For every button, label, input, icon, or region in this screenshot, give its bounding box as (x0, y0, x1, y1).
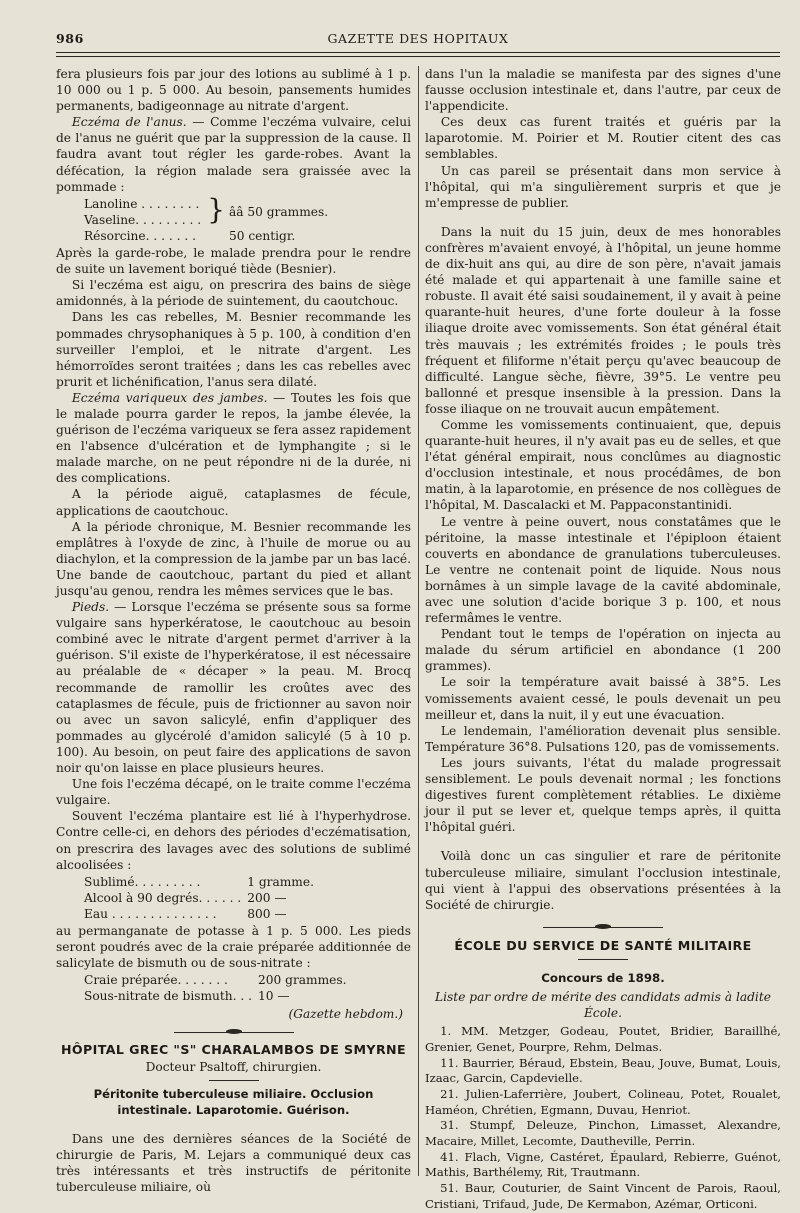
list-item: 11. Baurrier, Béraud, Ebstein, Beau, Jouve, Bumat, Louis, Izaac, Garcin, Capdevielle. (425, 1055, 781, 1086)
list-header: Liste par ordre de mérite des candidats admis à ladite École. (435, 989, 771, 1021)
list-item: 51. Baur, Couturier, de Saint Vincent de Parois, Raoul, Cristiani, Trifaud, Jude, De Kermabon, Azémar, Orticoni. (425, 1181, 781, 1211)
rx-quantity: ââ 50 grammes. (228, 204, 329, 219)
paragraph: Voilà donc un cas singulier et rare de péritonite tuberculeuse miliaire, simulant l'occlusion intestinale, qui vient à l'appui des observations présentées à la Société de chirurgie. (425, 849, 781, 912)
rx-item: Résorcine. . . . . . . (84, 228, 196, 243)
paragraph (56, 599, 411, 776)
paragraph: A la période aiguë, cataplasmes de fécule, applications de caoutchouc. (56, 487, 411, 518)
page-number: 986 (56, 31, 84, 46)
rx-quantity: 50 centigr. (228, 228, 296, 243)
rx-item: Sous-nitrate de bismuth. . . (84, 989, 252, 1004)
prescription-pommade (84, 192, 334, 244)
journal-title: GAZETTE DES HOPITAUX (327, 31, 509, 46)
rx-item: Lanoline . . . . . . . . (84, 196, 200, 211)
prescription-sublime (84, 874, 320, 922)
prescription-poudre (84, 972, 352, 1004)
section-title: Eczéma de l'anus. (71, 115, 187, 130)
running-head (56, 31, 780, 49)
section-title: Pieds. (71, 600, 110, 615)
article-title: Péritonite tuberculeuse miliaire. Occlusion intestinale. Laparotomie. Guérison. (93, 1086, 374, 1117)
author-byline: Docteur Psaltoff, chirurgien. (145, 1059, 322, 1074)
rx-item: Sublimé. . . . . . . . . (84, 874, 201, 889)
paragraph: Si l'eczéma est aigu, on prescrira des bains de siège amidonnés, à la période de suintement, du caoutchouc. (56, 278, 411, 309)
ornament-divider (174, 1032, 294, 1033)
paragraph: Souvent l'eczéma plantaire est lié à l'hyperhydrose. Contre celle-ci, en dehors des périodes d'eczématisation, on prescrira des lavages avec des solutions de sublimé alcoolisées : (56, 809, 411, 872)
brace-icon: } (207, 192, 225, 226)
paragraph-text: — Lorsque l'eczéma se présente sous sa forme vulgaire sans hyperkératose, le caoutchouc au besoin combiné avec le nitrate d'argent permet d'arriver à la guérison. S'il existe de l'hyperkératose, il est nécessaire au préalable de « décaper » la peau. M. Brocq recommande de ramollir les croûtes avec des cataplasmes de fécule, puis de frictionner au savon noir ou avec un savon salicylé, enfin d'appliquer des pommades au glycérolé d'amidon salicylé (5 à 10 p. 100). Au besoin, on peut faire des applications de savon noir qu'on laisse en place plusieurs heures. (56, 600, 411, 776)
rx-quantity: 800 — (247, 906, 287, 921)
rx-item: Vaseline. . . . . . . . . (84, 212, 202, 227)
paragraph: A la période chronique, M. Besnier recommande les emplâtres à l'oxyde de zinc, à l'huile de morue ou au diachylon, et la compression de la jambe par un bas lacé. Une bande de caoutchouc, partant du pied et allant jusqu'au genou, rendra les mêmes services que le bas. (56, 519, 411, 598)
paragraph: Les jours suivants, l'état du malade progressait sensiblement. Le pouls devenait normal ; les fonctions digestives furent complètement rétablies. Le dixième jour il put se lever et, quelque temps après, il quitta l'hôpital guéri. (425, 755, 781, 835)
rx-item: Eau . . . . . . . . . . . . . . (84, 906, 217, 921)
paragraph (56, 390, 411, 487)
paragraph: Comme les vomissements continuaient, que, depuis quarante-huit heures, il n'y avait pas eu de selles, et que l'état général empirait, nous conclûmes au diagnostic d'occlusion intestinale, et nous procédâmes, de bon matin, à la laparotomie, en présence de nos collègues de l'hôpital, M. Dascalacki et M. Pappaconstantinidi. (425, 417, 781, 513)
paragraph: Dans les cas rebelles, M. Besnier recommande les pommades chrysophaniques à 5 p. 100, à condition d'en surveiller l'emploi, et le nitrate d'argent. Les hémorroïdes seront traitées ; dans les cas rebelles avec prurit et lichénification, l'anus sera dilaté. (56, 310, 411, 389)
ecole-heading: ÉCOLE DU SERVICE DE SANTÉ MILITAIRE (454, 937, 752, 953)
paragraph: Après la garde-robe, le malade prendra pour le rendre de suite un lavement boriqué tiède (Besnier). (56, 246, 411, 277)
paragraph: Pendant tout le temps de l'opération on injecta au malade du sérum artificiel en abondance (1 200 grammes). (425, 627, 781, 674)
section-title: Eczéma variqueux des jambes. (71, 390, 268, 405)
paragraph: Une fois l'eczéma décapé, on le traite comme l'eczéma vulgaire. (56, 777, 411, 808)
paragraph: Dans une des dernières séances de la Société de chirurgie de Paris, M. Lejars a communiqué deux cas très intéressants et très instructifs de péritonite tuberculeuse miliaire, où (56, 1131, 411, 1194)
column-divider (418, 66, 419, 1176)
source-citation: (Gazette hebdom.) (288, 1007, 403, 1022)
paragraph: Dans la nuit du 15 juin, deux de mes honorables confrères m'avaient envoyé, à l'hôpital, un jeune homme de dix-huit ans qui, au dire de son père, n'avait jamais été malade et qui appartenait à une famille saine et robuste. Il avait été saisi soudainement, il y avait à peine quarante-huit heures, d'une forte douleur à la fosse iliaque droite avec vomissements. Son état général était très mauvais ; les extrémités froides ; le pouls très fréquent et filiforme n'était perçu qu'avec beaucoup de difficulté. Langue sèche, fièvre, 39°5. Le ventre peu ballonné et presque insensible à la pression. Dans la fosse iliaque on ne trouvait aucun empâtement. (425, 224, 781, 416)
left-column (56, 66, 411, 1195)
concours-title: Concours de 1898. (541, 970, 665, 985)
header-rule-thick (56, 52, 780, 53)
paragraph (56, 114, 411, 194)
rx-quantity: 200 grammes. (258, 973, 347, 988)
paragraph: Un cas pareil se présentait dans mon service à l'hôpital, qui m'a singulièrement surpris et que je m'empresse de publier. (425, 163, 781, 210)
list-item: 41. Flach, Vigne, Castéret, Épaulard, Rebierre, Guénot, Mathis, Barthélemy, Rit, Trautmann. (425, 1149, 781, 1180)
list-item: 21. Julien-Laferrière, Joubert, Colineau, Potet, Roualet, Haméon, Chrétien, Egmann, Duvau, Henriot. (425, 1086, 781, 1117)
paragraph: Le ventre à peine ouvert, nous constatâmes que le péritoine, la masse intestinale et l'épiploon étaient couverts en abondance de granulations tuberculeuses. Le ventre ne contenait point de liquide. Nous nous bornâmes à un simple lavage de la cavité abdominale, avec une solution d'acide borique 3 p. 100, et nous refermâmes le ventre. (425, 514, 781, 626)
hospital-heading: HÔPITAL GREC "S" CHARALAMBOS DE SMYRNE (60, 1041, 406, 1057)
ornament-divider (543, 927, 663, 928)
paragraph: dans l'un la maladie se manifesta par des signes d'une fausse occlusion intestinale et, dans l'autre, par ceux de l'appendicite. (425, 67, 781, 114)
right-column (425, 66, 781, 1213)
paragraph: au permanganate de potasse à 1 p. 5 000. Les pieds seront poudrés avec de la craie préparée additionnée de salicylate de bismuth ou de sous-nitrate : (56, 923, 411, 971)
rx-quantity: 200 — (247, 890, 287, 905)
paragraph: Le soir la température avait baissé à 38°5. Les vomissements avaient cessé, le pouls devenait un peu meilleur et, dans la nuit, il y eut une évacuation. (425, 675, 781, 722)
paragraph: fera plusieurs fois par jour des lotions au sublimé à 1 p. 10 000 ou 1 p. 5 000. Au besoin, pansements humides permanents, badigeonnage au nitrate d'argent. (56, 67, 411, 114)
paragraph-text: — Toutes les fois que le malade pourra garder le repos, la jambe élevée, la guérison de l'eczéma variqueux se fera assez rapidement en l'absence d'ulcération et de lymphangite ; si le malade marche, on ne peut répondre ni de la durée, ni des complications. (56, 390, 411, 486)
list-item: 31. Stumpf, Deleuze, Pinchon, Limasset, Alexandre, Macaire, Millet, Lecomte, Dautheville, Perrin. (425, 1118, 781, 1149)
rx-item: Craie préparée. . . . . . . (84, 973, 228, 988)
rx-quantity: 1 gramme. (247, 874, 314, 889)
rx-item: Alcool à 90 degrés. . . . . . (84, 890, 242, 905)
header-rule-thin (56, 56, 780, 57)
paragraph: Le lendemain, l'amélioration devenait plus sensible. Température 36°8. Pulsations 120, pas de vomissements. (425, 723, 781, 754)
short-rule (209, 1080, 259, 1081)
paragraph-text: — Comme l'eczéma vulvaire, celui de l'anus ne guérit que par la suppression de la cause. Il faudra avant tout régler les garde-robes. Avant la défécation, la région malade sera graissée avec la pommade : (56, 115, 411, 194)
paragraph: Ces deux cas furent traités et guéris par la laparotomie. M. Poirier et M. Routier citent des cas semblables. (425, 115, 781, 162)
short-rule (578, 959, 628, 960)
list-item: 1. MM. Metzger, Godeau, Poutet, Bridier, Baraillhé, Grenier, Genet, Pourpre, Rehm, Delmas. (425, 1024, 781, 1054)
rx-quantity: 10 — (258, 989, 290, 1004)
